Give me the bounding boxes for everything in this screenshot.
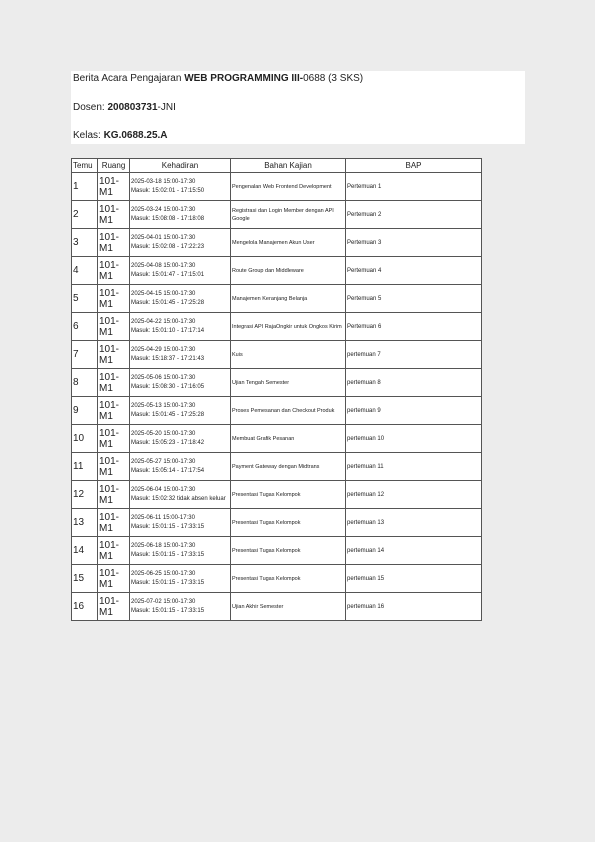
cell-bahan-kajian: Payment Gateway dengan Midtrans xyxy=(231,453,346,481)
jadwal-text: 2025-04-01 15:00-17:30 xyxy=(131,234,196,241)
cell-kehadiran xyxy=(130,285,231,313)
cell-bahan-kajian: Presentasi Tugas Kelompok xyxy=(231,537,346,565)
cell-bahan-kajian: Registrasi dan Login Member dengan API Google xyxy=(231,201,346,229)
title-prefix: Berita Acara Pengajaran xyxy=(73,73,185,84)
cell-temu: 1 xyxy=(72,173,98,201)
ruang-line-1: 101- xyxy=(99,455,120,467)
ruang-line-1: 101- xyxy=(99,511,120,523)
cell-temu: 12 xyxy=(72,481,98,509)
table-header-row xyxy=(72,159,482,173)
lecturer-suffix: -JNI xyxy=(157,102,176,113)
col-temu: Temu xyxy=(72,159,98,173)
cell-temu: 6 xyxy=(72,313,98,341)
table-row xyxy=(72,481,482,509)
masuk-text: Masuk: 15:01:45 - 17:25:28 xyxy=(131,299,205,306)
document-title xyxy=(73,73,363,84)
cell-bap: pertemuan 14 xyxy=(346,537,482,565)
cell-bap: Pertemuan 2 xyxy=(346,201,482,229)
jadwal-text: 2025-04-08 15:00-17:30 xyxy=(131,262,196,269)
cell-bahan-kajian: Pengenalan Web Frontend Development xyxy=(231,173,346,201)
cell-kehadiran xyxy=(130,453,231,481)
cell-bahan-kajian: Mengelola Manajemen Akun User xyxy=(231,229,346,257)
masuk-text: Masuk: 15:01:45 - 17:25:28 xyxy=(131,411,205,418)
ruang-line-1: 101- xyxy=(99,427,120,439)
cell-temu: 11 xyxy=(72,453,98,481)
table-row xyxy=(72,565,482,593)
cell-ruang xyxy=(98,565,130,593)
table-row xyxy=(72,201,482,229)
cell-temu: 7 xyxy=(72,341,98,369)
jadwal-text: 2025-06-11 15:00-17:30 xyxy=(131,514,195,521)
masuk-text: Masuk: 15:01:15 - 17:33:15 xyxy=(131,551,205,558)
cell-ruang xyxy=(98,229,130,257)
ruang-line-2: M1 xyxy=(99,354,113,366)
jadwal-text: 2025-06-18 15:00-17:30 xyxy=(131,542,196,549)
cell-ruang xyxy=(98,537,130,565)
table-row xyxy=(72,453,482,481)
table-row xyxy=(72,425,482,453)
ruang-line-1: 101- xyxy=(99,567,120,579)
cell-ruang xyxy=(98,341,130,369)
cell-bap: Pertemuan 5 xyxy=(346,285,482,313)
masuk-text: Masuk: 15:01:47 - 17:15:01 xyxy=(131,271,205,278)
document-header xyxy=(71,71,525,144)
cell-bap: Pertemuan 3 xyxy=(346,229,482,257)
table-row xyxy=(72,369,482,397)
ruang-line-1: 101- xyxy=(99,483,120,495)
jadwal-text: 2025-05-06 15:00-17:30 xyxy=(131,374,196,381)
table-row xyxy=(72,397,482,425)
cell-bap: pertemuan 10 xyxy=(346,425,482,453)
jadwal-text: 2025-05-13 15:00-17:30 xyxy=(131,402,196,409)
ruang-line-1: 101- xyxy=(99,287,120,299)
cell-bap: pertemuan 7 xyxy=(346,341,482,369)
cell-kehadiran xyxy=(130,425,231,453)
cell-ruang xyxy=(98,173,130,201)
cell-temu: 2 xyxy=(72,201,98,229)
cell-bap: pertemuan 9 xyxy=(346,397,482,425)
ruang-line-2: M1 xyxy=(99,410,113,422)
jadwal-text: 2025-04-29 15:00-17:30 xyxy=(131,346,196,353)
ruang-line-2: M1 xyxy=(99,242,113,254)
cell-bap: pertemuan 13 xyxy=(346,509,482,537)
lecturer-label: Dosen: xyxy=(73,102,108,113)
cell-ruang xyxy=(98,313,130,341)
ruang-line-1: 101- xyxy=(99,231,120,243)
cell-bap: Pertemuan 6 xyxy=(346,313,482,341)
cell-ruang xyxy=(98,257,130,285)
cell-bap: pertemuan 11 xyxy=(346,453,482,481)
attendance-table xyxy=(71,158,482,621)
cell-temu: 3 xyxy=(72,229,98,257)
cell-kehadiran xyxy=(130,173,231,201)
col-bahan-kajian: Bahan Kajian xyxy=(231,159,346,173)
cell-ruang xyxy=(98,425,130,453)
masuk-text: Masuk: 15:08:30 - 17:16:05 xyxy=(131,383,205,390)
cell-bap: pertemuan 12 xyxy=(346,481,482,509)
cell-bahan-kajian: Presentasi Tugas Kelompok xyxy=(231,481,346,509)
masuk-text: Masuk: 15:18:37 - 17:21:43 xyxy=(131,355,205,362)
ruang-line-1: 101- xyxy=(99,175,120,187)
jadwal-text: 2025-04-15 15:00-17:30 xyxy=(131,290,196,297)
ruang-line-1: 101- xyxy=(99,595,120,607)
table-row xyxy=(72,313,482,341)
cell-ruang xyxy=(98,481,130,509)
ruang-line-1: 101- xyxy=(99,343,120,355)
table-row xyxy=(72,229,482,257)
cell-kehadiran xyxy=(130,201,231,229)
col-ruang: Ruang xyxy=(98,159,130,173)
ruang-line-1: 101- xyxy=(99,315,120,327)
cell-bahan-kajian: Ujian Tengah Semester xyxy=(231,369,346,397)
cell-ruang xyxy=(98,397,130,425)
cell-kehadiran xyxy=(130,537,231,565)
cell-ruang xyxy=(98,453,130,481)
cell-bahan-kajian: Presentasi Tugas Kelompok xyxy=(231,565,346,593)
jadwal-text: 2025-05-20 15:00-17:30 xyxy=(131,430,196,437)
cell-bahan-kajian: Proses Pemesanan dan Checkout Produk xyxy=(231,397,346,425)
ruang-line-2: M1 xyxy=(99,186,113,198)
ruang-line-1: 101- xyxy=(99,259,120,271)
cell-bahan-kajian: Kuis xyxy=(231,341,346,369)
cell-temu: 4 xyxy=(72,257,98,285)
lecturer-id: 200803731 xyxy=(107,102,158,113)
masuk-text: Masuk: 15:01:10 - 17:17:14 xyxy=(131,327,205,334)
jadwal-text: 2025-04-22 15:00-17:30 xyxy=(131,318,196,325)
jadwal-text: 2025-06-25 15:00-17:30 xyxy=(131,570,196,577)
col-kehadiran: Kehadiran xyxy=(130,159,231,173)
ruang-line-1: 101- xyxy=(99,399,120,411)
ruang-line-1: 101- xyxy=(99,539,120,551)
class-line xyxy=(73,130,168,141)
ruang-line-2: M1 xyxy=(99,298,113,310)
cell-bap: Pertemuan 4 xyxy=(346,257,482,285)
col-bap: BAP xyxy=(346,159,482,173)
cell-ruang xyxy=(98,369,130,397)
ruang-line-1: 101- xyxy=(99,371,120,383)
course-code: 0688 (3 SKS) xyxy=(303,73,364,84)
cell-temu: 13 xyxy=(72,509,98,537)
jadwal-text: 2025-03-18 15:00-17:30 xyxy=(131,178,196,185)
cell-kehadiran xyxy=(130,509,231,537)
table-row xyxy=(72,285,482,313)
cell-kehadiran xyxy=(130,313,231,341)
cell-kehadiran xyxy=(130,593,231,621)
ruang-line-2: M1 xyxy=(99,214,113,226)
ruang-line-2: M1 xyxy=(99,606,113,618)
table-row xyxy=(72,593,482,621)
masuk-text: Masuk: 15:01:15 - 17:33:15 xyxy=(131,607,205,614)
class-code: KG.0688.25.A xyxy=(103,130,168,141)
masuk-text: Masuk: 15:02:01 - 17:15:50 xyxy=(131,187,205,194)
cell-ruang xyxy=(98,593,130,621)
cell-bap: Pertemuan 1 xyxy=(346,173,482,201)
jadwal-text: 2025-06-04 15:00-17:30 xyxy=(131,486,196,493)
cell-temu: 8 xyxy=(72,369,98,397)
cell-bahan-kajian: Ujian Akhir Semester xyxy=(231,593,346,621)
jadwal-text: 2025-05-27 15:00-17:30 xyxy=(131,458,196,465)
cell-kehadiran xyxy=(130,229,231,257)
cell-temu: 16 xyxy=(72,593,98,621)
cell-kehadiran xyxy=(130,565,231,593)
cell-bahan-kajian: Membuat Grafik Pesanan xyxy=(231,425,346,453)
cell-kehadiran xyxy=(130,257,231,285)
ruang-line-2: M1 xyxy=(99,270,113,282)
masuk-text: Masuk: 15:05:14 - 17:17:54 xyxy=(131,467,205,474)
class-label: Kelas: xyxy=(73,130,104,141)
cell-temu: 15 xyxy=(72,565,98,593)
masuk-text: Masuk: 15:02:32 tidak absen keluar xyxy=(131,495,226,502)
cell-bahan-kajian: Route Group dan Middleware xyxy=(231,257,346,285)
table-row xyxy=(72,341,482,369)
cell-temu: 10 xyxy=(72,425,98,453)
masuk-text: Masuk: 15:05:23 - 17:18:42 xyxy=(131,439,205,446)
jadwal-text: 2025-03-24 15:00-17:30 xyxy=(131,206,196,213)
masuk-text: Masuk: 15:02:08 - 17:22:23 xyxy=(131,243,205,250)
cell-kehadiran xyxy=(130,369,231,397)
cell-ruang xyxy=(98,509,130,537)
cell-ruang xyxy=(98,201,130,229)
cell-bap: pertemuan 15 xyxy=(346,565,482,593)
ruang-line-1: 101- xyxy=(99,203,120,215)
ruang-line-2: M1 xyxy=(99,326,113,338)
ruang-line-2: M1 xyxy=(99,466,113,478)
jadwal-text: 2025-07-02 15:00-17:30 xyxy=(131,598,196,605)
table-row xyxy=(72,537,482,565)
cell-bap: pertemuan 16 xyxy=(346,593,482,621)
cell-temu: 14 xyxy=(72,537,98,565)
cell-ruang xyxy=(98,285,130,313)
ruang-line-2: M1 xyxy=(99,494,113,506)
table-row xyxy=(72,509,482,537)
table-row xyxy=(72,257,482,285)
course-name: WEB PROGRAMMING III- xyxy=(184,73,304,84)
ruang-line-2: M1 xyxy=(99,578,113,590)
cell-bahan-kajian: Presentasi Tugas Kelompok xyxy=(231,509,346,537)
table-body xyxy=(72,173,482,621)
cell-kehadiran xyxy=(130,341,231,369)
cell-temu: 5 xyxy=(72,285,98,313)
cell-bahan-kajian: Integrasi API RajaOngkir untuk Ongkos Kirim xyxy=(231,313,346,341)
ruang-line-2: M1 xyxy=(99,522,113,534)
cell-bahan-kajian: Manajemen Keranjang Belanja xyxy=(231,285,346,313)
cell-kehadiran xyxy=(130,397,231,425)
table-row xyxy=(72,173,482,201)
ruang-line-2: M1 xyxy=(99,438,113,450)
cell-temu: 9 xyxy=(72,397,98,425)
masuk-text: Masuk: 15:01:15 - 17:33:15 xyxy=(131,523,205,530)
masuk-text: Masuk: 15:01:15 - 17:33:15 xyxy=(131,579,205,586)
lecturer-line xyxy=(73,102,176,113)
ruang-line-2: M1 xyxy=(99,382,113,394)
cell-bap: pertemuan 8 xyxy=(346,369,482,397)
cell-kehadiran xyxy=(130,481,231,509)
ruang-line-2: M1 xyxy=(99,550,113,562)
masuk-text: Masuk: 15:08:08 - 17:18:08 xyxy=(131,215,205,222)
